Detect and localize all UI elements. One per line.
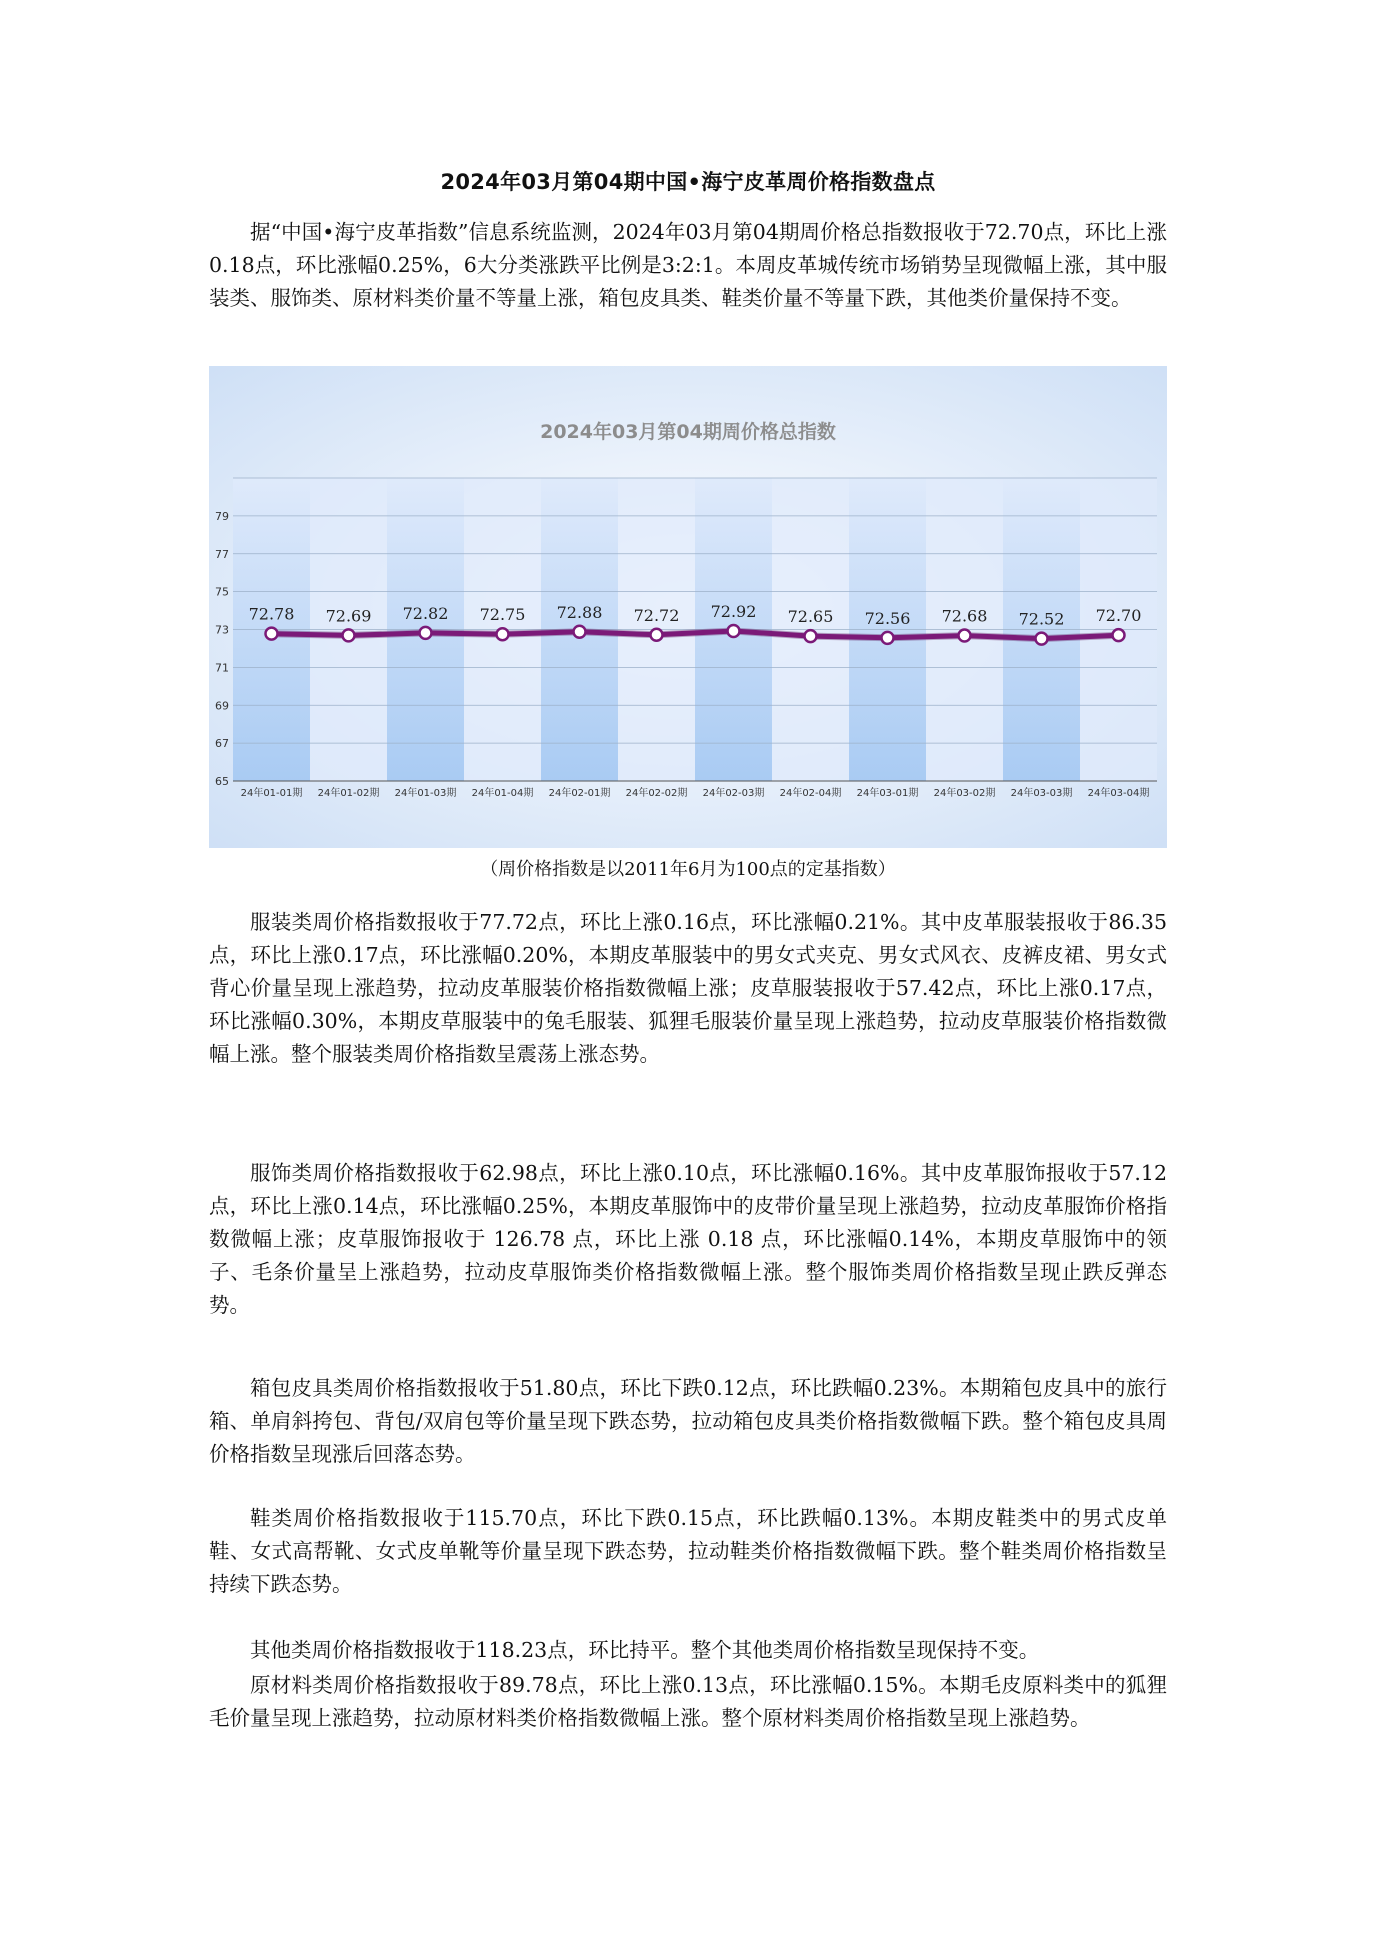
x-tick-label: 24年01-02期 <box>317 788 380 799</box>
data-label: 72.72 <box>633 605 680 625</box>
y-tick-label: 77 <box>215 547 229 561</box>
data-label: 72.56 <box>864 608 911 628</box>
data-label: 72.52 <box>1018 609 1065 629</box>
x-tick-label: 24年02-04期 <box>779 788 842 799</box>
data-point <box>651 629 663 641</box>
data-point <box>1113 629 1125 641</box>
clothing-paragraph: 服装类周价格指数报收于77.72点，环比上涨0.16点，环比涨幅0.21%。其中皮革服装报收于86.35点，环比上涨0.17点，环比涨幅0.20%，本期皮革服装中的男女式夹克、男女式风衣、皮裤皮裙、男女式背心价量呈现上涨趋势，拉动皮革服装价格指数微幅上涨；皮草服装报收于57.42点，环比上涨0.17点，环比涨幅0.30%，本期皮草服装中的兔毛服装、狐狸毛服装价量呈现上涨趋势，拉动皮草服装价格指数微幅上涨。整个服装类周价格指数呈震荡上涨态势。 <box>209 910 1167 1066</box>
data-label: 72.92 <box>710 602 757 622</box>
other-paragraph: 其他类周价格指数报收于118.23点，环比持平。整个其他类周价格指数呈现保持不变。 <box>250 1638 1040 1662</box>
y-tick-label: 67 <box>215 737 229 751</box>
x-tick-label: 24年03-02期 <box>933 788 996 799</box>
y-tick-label: 71 <box>215 661 229 675</box>
data-label: 72.78 <box>248 604 295 624</box>
shoes-paragraph: 鞋类周价格指数报收于115.70点，环比下跌0.15点，环比跌幅0.13%。本期皮鞋类中的男式皮单鞋、女式高帮靴、女式皮单靴等价量呈现下跌态势，拉动鞋类价格指数微幅下跌。整个鞋类周价格指数呈持续下跌态势。 <box>209 1506 1167 1596</box>
intro-paragraph: 据“中国•海宁皮革指数”信息系统监测，2024年03月第04期周价格总指数报收于72.70点，环比上涨0.18点，环比涨幅0.25%，6大分类涨跌平比例是3:2:1。本周皮革城传统市场销势呈现微幅上涨，其中服装类、服饰类、原材料类价量不等量上涨，箱包皮具类、鞋类价量不等量下跌，其他类价量保持不变。 <box>209 220 1167 310</box>
data-label: 72.68 <box>941 606 988 626</box>
data-label: 72.70 <box>1095 606 1142 626</box>
data-point <box>343 629 355 641</box>
y-tick-label: 75 <box>215 585 229 599</box>
data-point <box>420 627 432 639</box>
y-tick-label: 65 <box>215 775 229 788</box>
data-label: 72.82 <box>402 603 449 623</box>
data-point <box>574 626 586 638</box>
y-tick-label: 79 <box>215 509 229 523</box>
x-tick-label: 24年02-02期 <box>625 788 688 799</box>
data-point <box>805 630 817 642</box>
x-tick-label: 24年03-01期 <box>856 788 919 799</box>
data-label: 72.65 <box>787 607 834 627</box>
price-index-chart <box>209 366 1167 848</box>
data-label: 72.88 <box>556 602 603 622</box>
x-tick-label: 24年01-04期 <box>471 788 534 799</box>
raw-materials-paragraph: 原材料类周价格指数报收于89.78点，环比上涨0.13点，环比涨幅0.15%。本期毛皮原料类中的狐狸毛价量呈现上涨趋势，拉动原材料类价格指数微幅上涨。整个原材料类周价格指数呈现上涨趋势。 <box>209 1673 1167 1730</box>
data-point <box>497 628 509 640</box>
chart-caption: （周价格指数是以2011年6月为100点的定基指数） <box>480 859 896 880</box>
accessories-paragraph: 服饰类周价格指数报收于62.98点，环比上涨0.10点，环比涨幅0.16%。其中皮革服饰报收于57.12点，环比上涨0.14点，环比涨幅0.25%，本期皮革服饰中的皮带价量呈现上涨趋势，拉动皮革服饰价格指数微幅上涨；皮草服饰报收于 126.78 点，环比上涨 0.18 点，环比涨幅0.14%，本期皮草服饰中的领子、毛条价量呈上涨趋势，拉动皮草服饰类价格指数微幅上涨。整个服饰类周价格指数呈现止跌反弹态势。 <box>209 1161 1167 1317</box>
data-point <box>882 632 894 644</box>
data-label: 72.75 <box>479 605 526 625</box>
data-point <box>959 630 971 642</box>
data-label: 72.69 <box>325 606 372 626</box>
y-tick-label: 73 <box>215 623 229 637</box>
page-title: 2024年03月第04期中国•海宁皮革周价格指数盘点 <box>440 170 936 194</box>
x-tick-label: 24年01-01期 <box>240 788 303 799</box>
chart-title: 2024年03月第04期周价格总指数 <box>540 421 836 443</box>
chart-container <box>209 366 1167 848</box>
x-tick-label: 24年02-01期 <box>548 788 611 799</box>
x-tick-label: 24年03-04期 <box>1087 788 1150 799</box>
data-point <box>728 625 740 637</box>
bags-paragraph: 箱包皮具类周价格指数报收于51.80点，环比下跌0.12点，环比跌幅0.23%。本期箱包皮具中的旅行箱、单肩斜挎包、背包/双肩包等价量呈现下跌态势，拉动箱包皮具类价格指数微幅下跌。整个箱包皮具周价格指数呈现涨后回落态势。 <box>209 1376 1167 1466</box>
y-tick-label: 69 <box>215 699 229 713</box>
x-tick-label: 24年02-03期 <box>702 788 765 799</box>
x-tick-label: 24年03-03期 <box>1010 788 1073 799</box>
data-point <box>266 628 278 640</box>
data-point <box>1036 633 1048 645</box>
x-tick-label: 24年01-03期 <box>394 788 457 799</box>
